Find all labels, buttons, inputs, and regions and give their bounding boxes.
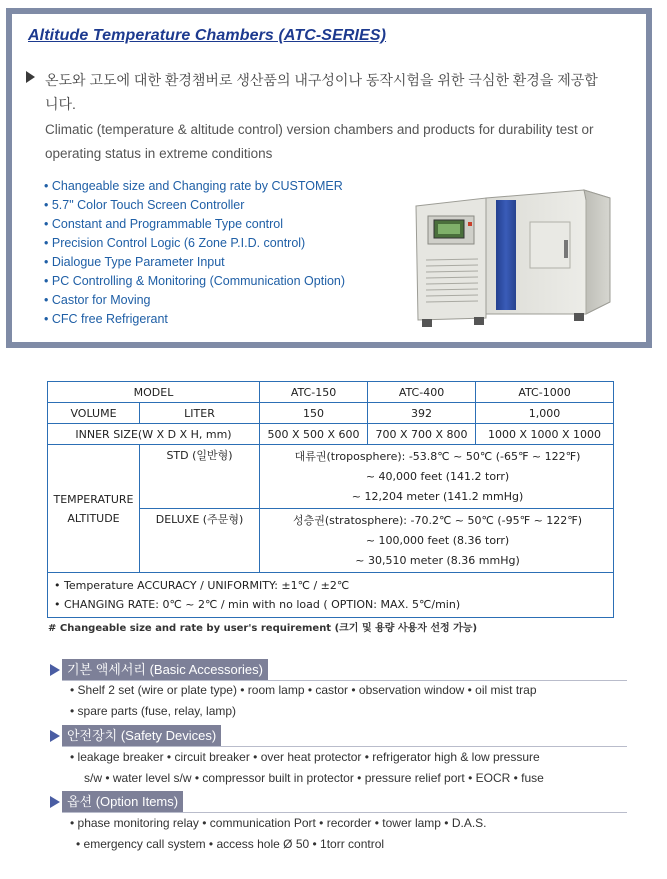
description-english: Climatic (temperature & altitude control) version chambers and products for durability test or operating status in extreme conditions	[45, 122, 594, 161]
section-line: • leakage breaker • circuit breaker • over heat protector • refrigerator high & low pressure	[70, 750, 540, 764]
section-line: s/w • water level s/w • compressor built in protector • pressure relief port • EOCR • fuse	[84, 771, 544, 785]
triangle-bullet-icon	[26, 71, 35, 83]
table-row	[48, 573, 614, 618]
volume-cell: 392	[368, 403, 476, 424]
chamber-product-image	[414, 182, 614, 334]
triangle-bullet-icon	[50, 664, 60, 676]
feature-item: • Precision Control Logic (6 Zone P.I.D. control)	[44, 234, 345, 253]
inner-size-cell: 1000 X 1000 X 1000	[476, 424, 614, 445]
deluxe-line: 성층권(stratosphere): -70.2℃ ~ 50℃ (-95℉ ~ 122℉)	[292, 513, 583, 527]
std-line: 대류권(troposphere): -53.8℃ ~ 50℃ (-65℉ ~ 122℉)	[294, 449, 581, 463]
volume-unit: LITER	[140, 403, 260, 424]
inner-size-label: INNER SIZE(W X D X H, mm)	[48, 424, 260, 445]
table-row	[48, 424, 614, 445]
spec-table	[47, 381, 614, 618]
std-label: STD (일반형)	[140, 445, 260, 509]
footnote: # Changeable size and rate by user's requirement (크기 및 용량 사용자 선정 가능)	[48, 623, 478, 634]
page-title: Altitude Temperature Chambers (ATC-SERIES)	[28, 27, 387, 44]
section-title-option-items: 옵션 (Option Items)	[62, 791, 183, 812]
feature-item: • Changeable size and Changing rate by CUSTOMER	[44, 177, 345, 196]
table-row	[48, 403, 614, 424]
feature-item: • Constant and Programmable Type control	[44, 215, 345, 234]
std-line: ~ 40,000 feet (141.2 torr)	[365, 469, 510, 483]
deluxe-range	[260, 509, 614, 573]
feature-list	[44, 177, 345, 329]
section-line: • Shelf 2 set (wire or plate type) • room lamp • castor • observation window • oil mist trap	[70, 683, 537, 697]
feature-item: • CFC free Refrigerant	[44, 310, 345, 329]
altitude-label: ALTITUDE	[67, 511, 120, 525]
changing-rate-note: • CHANGING RATE: 0℃ ~ 2℃ / min with no load ( OPTION: MAX. 5℃/min)	[54, 598, 461, 611]
section-line: • phase monitoring relay • communication Port • recorder • tower lamp • D.A.S.	[70, 816, 487, 830]
feature-item: • Dialogue Type Parameter Input	[44, 253, 345, 272]
deluxe-line: ~ 30,510 meter (8.36 mmHg)	[355, 553, 520, 567]
std-range	[260, 445, 614, 509]
spec-notes	[48, 573, 614, 618]
section-line: • emergency call system • access hole Ø 50 • 1torr control	[76, 837, 385, 851]
description-korean: 온도와 고도에 대한 환경챔버로 생산품의 내구성이나 동작시험을 위한 극심한 환경을 제공합니다.	[45, 72, 598, 112]
model-cell: ATC-150	[260, 382, 368, 403]
temp-altitude-label	[48, 445, 140, 573]
triangle-bullet-icon	[50, 730, 60, 742]
deluxe-line: ~ 100,000 feet (8.36 torr)	[365, 533, 510, 547]
volume-label: VOLUME	[48, 403, 140, 424]
section-body-option-items	[70, 813, 630, 855]
section-body-basic-accessories	[70, 680, 630, 722]
section-body-safety-devices	[70, 747, 630, 789]
triangle-bullet-icon	[50, 796, 60, 808]
model-cell: ATC-400	[368, 382, 476, 403]
table-row	[48, 445, 614, 509]
deluxe-label: DELUXE (주문형)	[140, 509, 260, 573]
feature-item: • PC Controlling & Monitoring (Communication Option)	[44, 272, 345, 291]
temp-label: TEMPERATURE	[53, 492, 134, 506]
section-title-basic-accessories: 기본 액세서리 (Basic Accessories)	[62, 659, 268, 680]
feature-item: • Castor for Moving	[44, 291, 345, 310]
std-line: ~ 12,204 meter (141.2 mmHg)	[351, 489, 524, 503]
section-title-safety-devices: 안전장치 (Safety Devices)	[62, 725, 221, 746]
table-row	[48, 382, 614, 403]
section-line: • spare parts (fuse, relay, lamp)	[70, 704, 237, 718]
model-cell: ATC-1000	[476, 382, 614, 403]
accuracy-note: • Temperature ACCURACY / UNIFORMITY: ±1℃ / ±2℃	[54, 579, 350, 592]
volume-cell: 1,000	[476, 403, 614, 424]
inner-size-cell: 700 X 700 X 800	[368, 424, 476, 445]
inner-size-cell: 500 X 500 X 600	[260, 424, 368, 445]
model-header: MODEL	[48, 382, 260, 403]
feature-item: • 5.7" Color Touch Screen Controller	[44, 196, 345, 215]
volume-cell: 150	[260, 403, 368, 424]
